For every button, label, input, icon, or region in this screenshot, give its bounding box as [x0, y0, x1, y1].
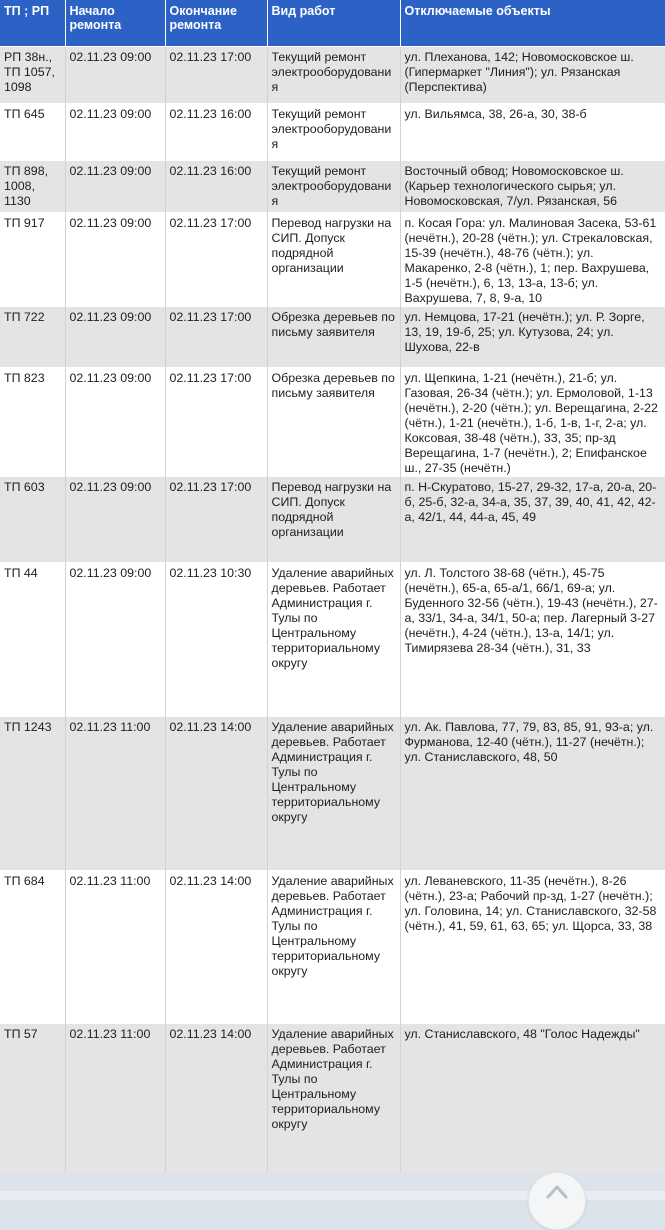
cell-objects: ул. Вильямса, 38, 26-а, 30, 38-б — [400, 103, 665, 160]
cell-substation: ТП 684 — [0, 870, 65, 1023]
table-row — [0, 562, 665, 716]
header-objects: Отключаемые объекты — [400, 0, 665, 46]
cell-substation: ТП 722 — [0, 306, 65, 367]
cell-start: 02.11.23 09:00 — [65, 476, 165, 562]
cell-substation: ТП 603 — [0, 476, 65, 562]
cell-start: 02.11.23 09:00 — [65, 562, 165, 716]
header-start: Начало ремонта — [65, 0, 165, 46]
table-row — [0, 367, 665, 476]
table-row — [0, 103, 665, 160]
cell-substation: ТП 645 — [0, 103, 65, 160]
table-row — [0, 476, 665, 562]
cell-work-type: Обрезка деревьев по письму заявителя — [267, 306, 400, 367]
table-header-row — [0, 0, 665, 46]
cell-end: 02.11.23 16:00 — [165, 103, 267, 160]
cell-substation: ТП 898, 1008, 1130 — [0, 160, 65, 212]
cell-end: 02.11.23 17:00 — [165, 212, 267, 306]
cell-objects: ул. Щепкина, 1-21 (нечётн.), 21-б; ул. Газовая, 26-34 (чётн.); ул. Ермоловой, 1-13 (нечётн.), 2-20 (чётн.); ул. Верещагина, 2-22 (чётн.), 1-21 (нечётн.), 1-б, 1-в, 1-г, 2-а; ул. Коксовая, 38-48 (чётн.), 33, 35; пр-зд Верещагина, 1-7 (нечётн.), 2; Епифанское ш., 27-35 (нечётн.) — [400, 367, 665, 476]
cell-work-type: Перевод нагрузки на СИП. Допуск подрядной организации — [267, 212, 400, 306]
cell-substation: ТП 1243 — [0, 716, 65, 870]
cell-substation: ТП 823 — [0, 367, 65, 476]
header-work-type: Вид работ — [267, 0, 400, 46]
cell-end: 02.11.23 17:00 — [165, 476, 267, 562]
cell-objects: ул. Л. Толстого 38-68 (чётн.), 45-75 (нечётн.), 65-а, 65-а/1, 66/1, 69-а; ул. Буденного 32-56 (чётн.), 19-43 (нечётн.), 27-а, 33/1, 34-а, 34/1, 50-а; пер. Лагерный 3-27 (нечётн.), 4-24 (чётн.), 13-а, 14/1; ул. Тимирязева 28-34 (чётн.), 31, 33 — [400, 562, 665, 716]
cell-work-type: Обрезка деревьев по письму заявителя — [267, 367, 400, 476]
cell-end: 02.11.23 17:00 — [165, 306, 267, 367]
cell-objects: ул. Ак. Павлова, 77, 79, 83, 85, 91, 93-а; ул. Фурманова, 12-40 (чётн.), 11-27 (нечётн.); ул. Станиславского, 48, 50 — [400, 716, 665, 870]
cell-work-type: Текущий ремонт электрооборудования — [267, 160, 400, 212]
cell-substation: РП 38н., ТП 1057, 1098 — [0, 46, 65, 103]
cell-substation: ТП 917 — [0, 212, 65, 306]
cell-start: 02.11.23 11:00 — [65, 716, 165, 870]
cell-start: 02.11.23 11:00 — [65, 870, 165, 1023]
cell-end: 02.11.23 14:00 — [165, 1023, 267, 1173]
cell-objects: ул. Станиславского, 48 "Голос Надежды" — [400, 1023, 665, 1173]
arrow-up-icon — [545, 1183, 569, 1199]
cell-start: 02.11.23 09:00 — [65, 212, 165, 306]
cell-objects: п. Косая Гора: ул. Малиновая Засека, 53-61 (нечётн.), 20-28 (чётн.); ул. Стрекаловская, 15-39 (нечётн.), 48-76 (чётн.); ул. Макаренко, 2-8 (чётн.), 1; пер. Вахрушева, 1-5 (нечётн.), 6, 13, 13-а, 13-б; ул. Вахрушева, 7, 8, 9-а, 10 — [400, 212, 665, 306]
table-row — [0, 1023, 665, 1173]
scroll-to-top-button[interactable] — [528, 1172, 586, 1230]
cell-objects: Восточный обвод; Новомосковское ш. (Карьер технологического сырья; ул. Новомосковская, 7/ул. Рязанская, 56 — [400, 160, 665, 212]
cell-objects: ул. Немцова, 17-21 (нечётн.); ул. Р. Зорге, 13, 19, 19-б, 25; ул. Кутузова, 24; ул. Шухова, 22-в — [400, 306, 665, 367]
cell-work-type: Удаление аварийных деревьев. Работает Администрация г. Тулы по Центральному территориальному округу — [267, 716, 400, 870]
cell-substation: ТП 44 — [0, 562, 65, 716]
cell-work-type: Текущий ремонт электрооборудования — [267, 103, 400, 160]
cell-work-type: Удаление аварийных деревьев. Работает Администрация г. Тулы по Центральному территориальному округу — [267, 1023, 400, 1173]
cell-objects: ул. Леваневского, 11-35 (нечётн.), 8-26 (чётн.), 23-а; Рабочий пр-зд, 1-27 (нечётн.); ул. Головина, 14; ул. Станиславского, 32-58 (чётн.), 41, 59, 61, 63, 65; ул. Щорса, 33, 38 — [400, 870, 665, 1023]
cell-start: 02.11.23 11:00 — [65, 1023, 165, 1173]
cell-objects: ул. Плеханова, 142; Новомосковское ш. (Гипермаркет "Линия"); ул. Рязанская (Перспектива) — [400, 46, 665, 103]
cell-end: 02.11.23 14:00 — [165, 716, 267, 870]
table-row — [0, 716, 665, 870]
table-row — [0, 160, 665, 212]
cell-work-type: Удаление аварийных деревьев. Работает Администрация г. Тулы по Центральному территориальному округу — [267, 870, 400, 1023]
cell-work-type: Перевод нагрузки на СИП. Допуск подрядной организации — [267, 476, 400, 562]
cell-end: 02.11.23 17:00 — [165, 367, 267, 476]
cell-objects: п. Н-Скуратово, 15-27, 29-32, 17-а, 20-а, 20-б, 25-б, 32-а, 34-а, 35, 37, 39, 40, 41, 42, 42-а, 42/1, 44, 44-а, 45, 49 — [400, 476, 665, 562]
header-substation: ТП ; РП — [0, 0, 65, 46]
cell-start: 02.11.23 09:00 — [65, 367, 165, 476]
cell-start: 02.11.23 09:00 — [65, 306, 165, 367]
cell-end: 02.11.23 17:00 — [165, 46, 267, 103]
cell-end: 02.11.23 16:00 — [165, 160, 267, 212]
table-row — [0, 212, 665, 306]
cell-substation: ТП 57 — [0, 1023, 65, 1173]
table-row — [0, 306, 665, 367]
table-row — [0, 46, 665, 103]
cell-start: 02.11.23 09:00 — [65, 46, 165, 103]
cell-end: 02.11.23 14:00 — [165, 870, 267, 1023]
header-end: Окончание ремонта — [165, 0, 267, 46]
cell-work-type: Текущий ремонт электрооборудования — [267, 46, 400, 103]
cell-end: 02.11.23 10:30 — [165, 562, 267, 716]
cell-start: 02.11.23 09:00 — [65, 160, 165, 212]
cell-work-type: Удаление аварийных деревьев. Работает Администрация г. Тулы по Центральному территориальному округу — [267, 562, 400, 716]
cell-start: 02.11.23 09:00 — [65, 103, 165, 160]
table-row — [0, 870, 665, 1023]
